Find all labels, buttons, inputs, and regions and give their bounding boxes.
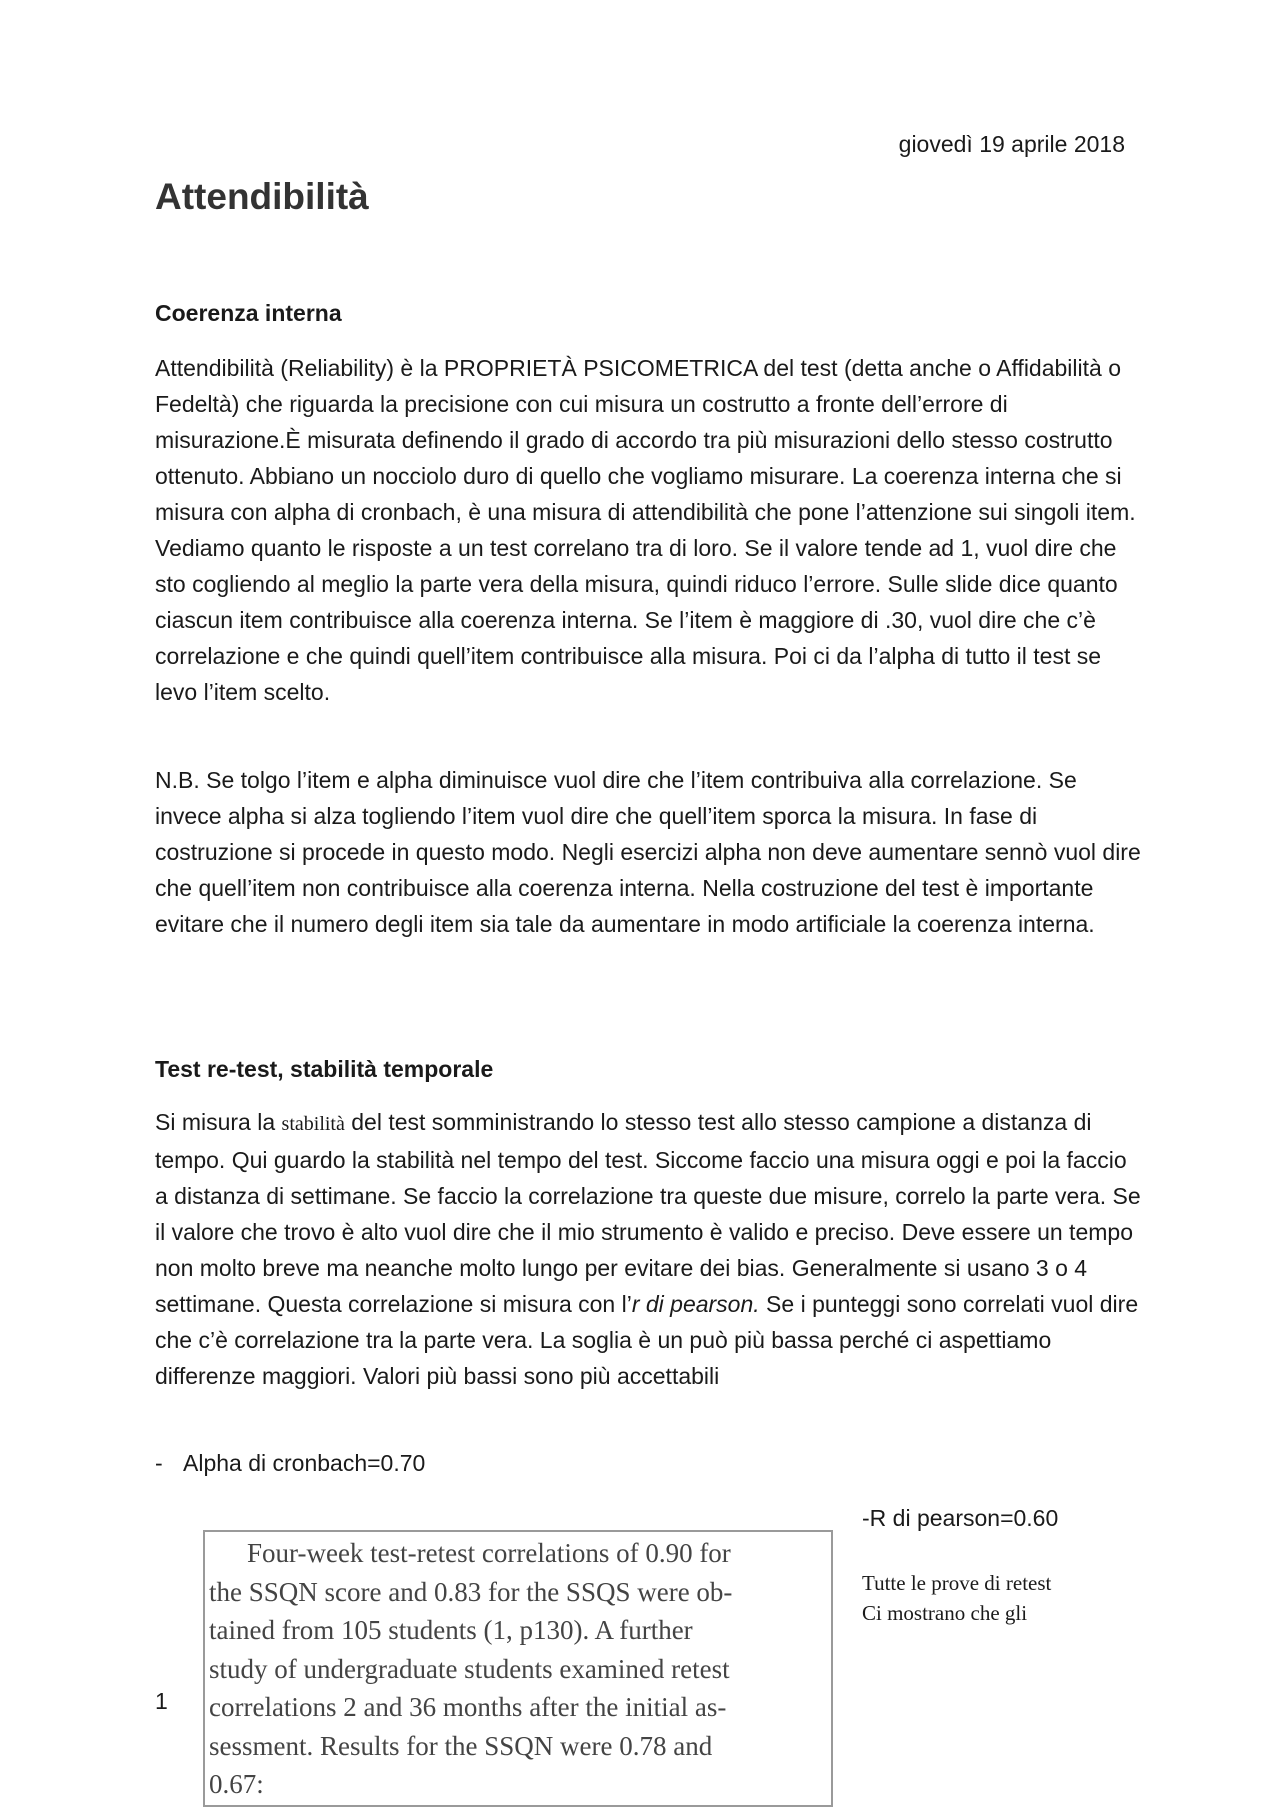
excerpt-line: study of undergraduate students examined retest (209, 1653, 730, 1684)
note-date: giovedì 19 aprile 2018 (898, 131, 1125, 157)
excerpt-line: the SSQN score and 0.83 for the SSQS were ob- (209, 1576, 733, 1607)
retest-text-serif: stabilità (281, 1113, 345, 1135)
paragraph-coerenza-1: Attendibilità (Reliability) è la PROPRIETÀ PSICOMETRICA del test (detta anche o Affidabilità o Fedeltà) che riguarda la precisione con cui misura un costrutto a fronte dell’errore di misurazione.È misurata definendo il grado di accordo tra più misurazioni dello stesso costrutto ottenuto. Abbiano un nocciolo duro di quello che vogliamo misurare. La coerenza interna che si misura con alpha di cronbach, è una misura di attendibilità che pone l’attenzione sui singoli item. Vediamo quanto le risposte a un test correlano tra di loro. Se il valore tende ad 1, vuol dire che sto cogliendo al meglio la parte vera della misura, quindi riduco l’errore. Sulle slide dice quanto ciascun item contribuisce alla coerenza interna. Se l’item è maggiore di .30, vuol dire che c’è correlazione e che quindi quell’item contribuisce alla misura. Poi ci da l’alpha di tutto il test se levo l’item scelto. (155, 355, 1136, 705)
bullet-alpha (155, 1450, 425, 1477)
retest-text-c: Se i punteggi sono correlati vuol dire che c’è correlazione tra la parte vera. La soglia è un può più bassa perché ci aspettiamo differenze maggiori. Valori più bassi sono più accettabili (155, 1291, 1139, 1389)
excerpt-line: tained from 105 students (1, p130). A further (209, 1615, 693, 1645)
retest-text-b: del test somministrando lo stesso test allo stesso campione a distanza di tempo. Qui guardo la stabilità nel tempo del test. Siccome faccio una misura oggi e poi la faccio a distanza di settimane. Se faccio la correlazione tra queste due misure, correlo la parte vera. Se il valore che trovo è alto vuol dire che il mio strumento è valido e preciso. Deve essere un tempo non molto breve ma neanche molto lungo per evitare dei bias. Generalmente si usano 3 o 4 settimane. Questa correlazione si misura con l’ (155, 1109, 1141, 1317)
retest-text-a: Si misura la (155, 1109, 282, 1135)
retest-text-italic: r di pearson. (631, 1291, 760, 1317)
excerpt-line: correlations 2 and 36 months after the initial as- (209, 1692, 727, 1722)
side-note-line-1: Tutte le prove di retest (862, 1571, 1052, 1595)
excerpt-line: 0.67: (209, 1769, 264, 1799)
bullet-dash: - (155, 1450, 163, 1476)
page-number: 1 (155, 1688, 168, 1714)
side-note-line-2: Ci mostrano che gli (862, 1601, 1028, 1625)
paragraph-coerenza-nb: N.B. Se tolgo l’item e alpha diminuisce vuol dire che l’item contribuiva alla correlazione. Se invece alpha si alza togliendo l’item vuol dire che quell’item sporca la misura. In fase di costruzione si procede in questo modo. Negli esercizi alpha non deve aumentare sennò vuol dire che quell’item non contribuisce alla coerenza interna. Nella costruzione del test è importante evitare che il numero degli item sia tale da aumentare in modo artificiale la coerenza interna. (155, 767, 1141, 937)
page-title: Attendibilità (155, 176, 369, 217)
paragraph-retest (155, 1104, 1145, 1394)
side-note (862, 1568, 1152, 1628)
bullet-alpha-text: Alpha di cronbach=0.70 (183, 1450, 426, 1476)
section-heading-retest: Test re-test, stabilità temporale (155, 1056, 494, 1082)
pasted-excerpt-image (203, 1530, 833, 1807)
excerpt-line: sessment. Results for the SSQN were 0.78 and (209, 1730, 713, 1761)
excerpt-line: Four-week test-retest correlations of 0.90 for (247, 1538, 731, 1568)
section-heading-coerenza: Coerenza interna (155, 300, 342, 326)
r-pearson-note: -R di pearson=0.60 (862, 1505, 1059, 1531)
